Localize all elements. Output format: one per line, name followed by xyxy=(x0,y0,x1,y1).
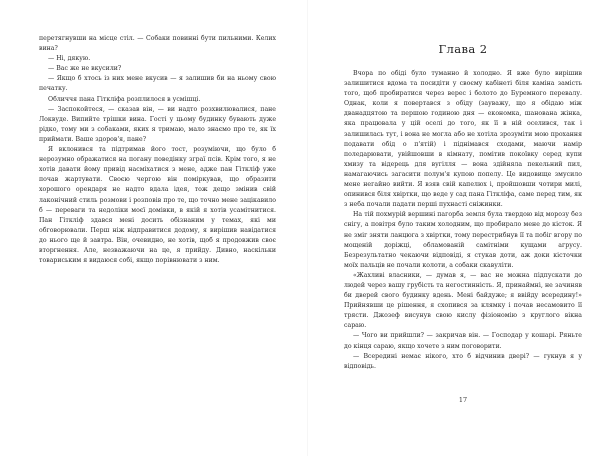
right-page xyxy=(308,0,616,456)
paragraph: — Ні, дякую. xyxy=(48,55,91,63)
paragraph: Вчора по обіді було туманно й холодно. Я вже було вирішив залишитися вдома та посидіти у своєму кабінеті біля каміна замість того, щоб пробиратися через верес і болото до Буремного перевалу. Однак, коли я повертався з обіду (зауважу, що я обідаю між дванадцятою та першою годиною дня — економка, шанована жінка, яка працювала у цій оселі до того, як її в ній оселився, так і залишилась тут, і вона не могла або не хотіла зрозуміти мою прохання подавати обід о п'ятій) і піднімався сходами, маючи намір поледарювати, увійшовши в кімнату, помітив покоївку серед купи хмизу та відерець для вугілля — вона здійняла пекельний пил, намагаючись загасити полум'я купою попелу. Це видовище змусило мене негайно вийти. Я взяв свій капелюх і, пройшовши чотири милі, опинився біля хвіртки, що веде у сад пана Гіткліфа, саме перед тим, як з неба почали падати перші пухнасті сніжинки. xyxy=(344,70,582,209)
paragraph: Обличчя пана Гіткліфа розплилося в усмішці. xyxy=(48,95,201,103)
left-page-text xyxy=(39,34,276,266)
paragraph: — Якщо б хтось із них мене вкусив — я залишив би на ньому свою печатку. xyxy=(39,75,276,93)
paragraph: Я вклонився та підтримав його тост, розуміючи, що було б нерозумно ображатися на погану поведінку зграї псів. Крім того, я не хотів давати йому привід насміхатися з мене, адже пан Гіткліф уже почав жартувати. Своєю чергою він поміркував, що образити хорошого орендаря не надто вдала ідея, тож дещо змінив свій лаконічний стиль розмови і розповів про те, що точно мене зацікавило б — переваги та недоліки моєї домівки, в якій я хотів усамітнитися. Пан Гіткліф здався мені досить обізнаним у темах, які ми обговорювали. Перш ніж відправитися додому, я вирішив навідатися до нього ще й завтра. Він, очевидно, не хотів, щоб я продовжив своє вторгнення. Але, незважаючи на це, я прийду. Дивно, наскільки товариським я видаюся собі, якщо порівнювати з ним. xyxy=(39,146,276,265)
paragraph: — Всередині немає нікого, хто б відчинив двері? — гукнув я у відповідь. xyxy=(344,352,582,370)
right-page-text xyxy=(344,69,582,372)
paragraph: — Чого ви прийшли? — закричав він. — Господар у кошарі. Ряньте до кінця сараю, якщо хочете з ним поговорити. xyxy=(344,332,582,350)
chapter-title: Глава 2 xyxy=(438,42,488,56)
paragraph: перетягнувши на місце стіл. — Собаки повинні бути пильними. Келих вина? xyxy=(39,35,276,53)
paragraph: «Жахливі власники, — думав я, — вас не можна підпускати до людей через вашу грубість та негостинність. Я, принаймні, не зачиняв би дверей свого будинку вдень. Мені байдуже; я ввійду всередину!» Прийнявши це рішення, я схопився за клямку і почав несамовито її трясти. Джозеф висунув свою кислу фізіономію з круглого вікна сараю. xyxy=(344,271,582,330)
page-number: 17 xyxy=(458,396,468,404)
paragraph: — Вас же не вкусили? xyxy=(48,65,122,73)
paragraph: — Заспокойтеся, — сказав він, — ви надто розхвилювалися, пане Локвуде. Випийте трішки вина. Гості у цьому будинку бувають дуже рідко, тому ми з собаками, яких я тримаю, мало знаємо про те, як їх приймати. Ваше здоров'я, пане? xyxy=(39,105,276,143)
paragraph: На тій похмурій вершині пагорба земля була твердою від морозу без снігу, а повітря було таким холодним, що пробирало мене до кісток. Я не зміг зняти ланцюга з хвіртки, тому перестрибнув її та побіг вгору по мощеній доріжці, обламованій самітніми кущами агрусу. Безрезультатно чекаючи відповіді, я стукав доти, аж доки кісточки моїх пальців не почали колоти, а собаки скавуліти. xyxy=(344,211,582,269)
